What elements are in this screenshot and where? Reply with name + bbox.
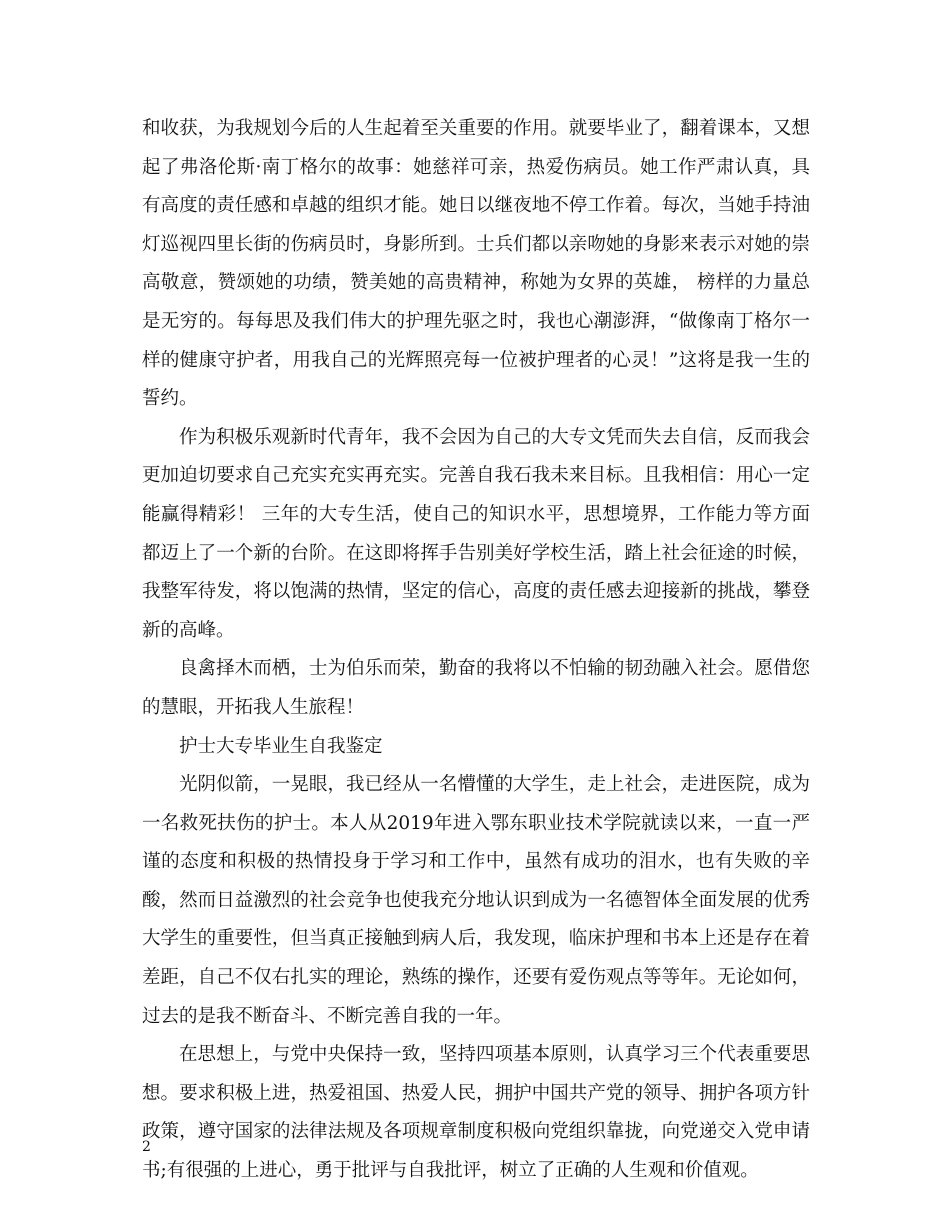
paragraph-closing: 良禽择木而栖，士为伯乐而荣，勤奋的我将以不怕输的韧劲融入社会。愿借您的慧眼，开拓我人生旅程！: [142, 658, 810, 718]
paragraph-time-flies: 光阴似箭，一晃眼，我已经从一名懵懂的大学生，走上社会，走进医院，成为一名救死扶伤的护士。本人从2019年进入鄂东职业技术学院就读以来，一直一严谨的态度和积极的热情投身于学习和工作中，虽然有成功的泪水，也有失败的辛酸，然而日益激烈的社会竞争也使我充分地认识到成为一名德智体全面发展的优秀大学生的重要性，但当真正接触到病人后，我发现，临床护理和书本上还是存在着差距，自己不仅右扎实的理论，熟练的操作，还要有爱伤观点等等年。无论如何，过去的是我不断奋斗、不断完善自我的一年。: [142, 774, 810, 1027]
page-number: 2: [142, 1139, 151, 1155]
document-body: [142, 110, 810, 1191]
paragraph-youth-confidence: 作为积极乐观新时代青年，我不会因为自己的大专文凭而失去自信，反而我会更加迫切要求自己充实充实再充实。完善自我石我未来目标。且我相信：用心一定能赢得精彩！ 三年的大专生活，使自己的知识水平，思想境界，工作能力等方面都迈上了一个新的台阶。在这即将挥手告别美好学校生活，踏上社会征途的时候，我整军待发，将以饱满的热情，坚定的信心，高度的责任感去迎接新的挑战，攀登新的高峰。: [142, 426, 810, 641]
paragraph-ideology: 在思想上，与党中央保持一致，坚持四项基本原则，认真学习三个代表重要思想。要求积极上进，热爱祖国、热爱人民，拥护中国共产党的领导、拥护各项方针政策，遵守国家的法律法规及各项规章制度积极向党组织靠拢，向党递交入党申请书;有很强的上进心，勇于批评与自我批评，树立了正确的人生观和价值观。: [142, 1044, 810, 1182]
paragraph-continuation: 和收获，为我规划今后的人生起着至关重要的作用。就要毕业了，翻着课本，又想起了弗洛伦斯·南丁格尔的故事：她慈祥可亲，热爱伤病员。她工作严肃认真，具有高度的责任感和卓越的组织才能。她日以继夜地不停工作着。每次，当她手持油灯巡视四里长街的伤病员时，身影所到。士兵们都以亲吻她的身影来表示对她的崇高敬意，赞颂她的功绩，赞美她的高贵精神，称她为女界的英雄， 榜样的力量总是无穷的。每每思及我们伟大的护理先驱之时，我也心潮澎湃，“做像南丁格尔一样的健康守护者，用我自己的光辉照亮每一位被护理者的心灵！”这将是我一生的誓约。: [142, 118, 810, 410]
section-heading: 护士大专毕业生自我鉴定: [179, 735, 383, 757]
